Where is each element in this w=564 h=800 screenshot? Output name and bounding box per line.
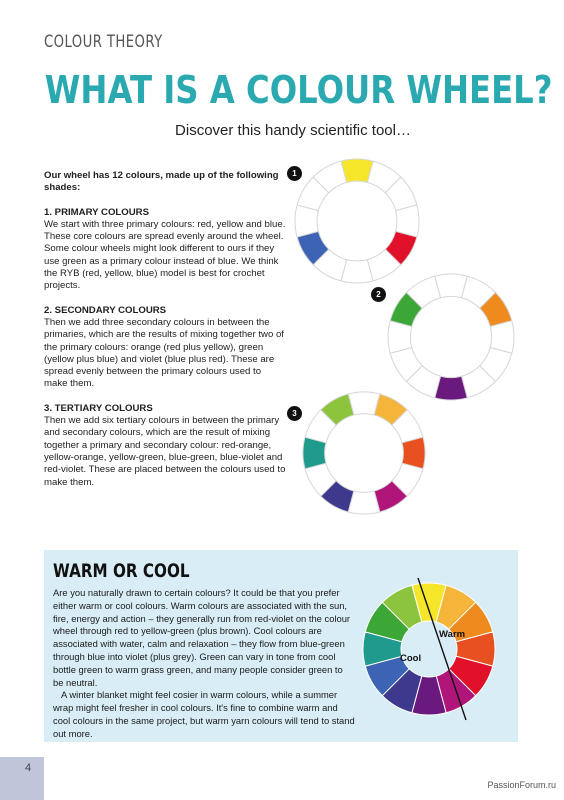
step-badge-3: 3 — [287, 406, 302, 421]
intro-text: Our wheel has 12 colours, made up of the following shades: — [44, 170, 279, 194]
colour-wheel-secondary — [385, 271, 517, 403]
colour-wheel-tertiary — [300, 389, 428, 517]
panel-paragraph-1: Are you naturally drawn to certain colours? It could be that you prefer either warm or cool colours. Warm colours are associated with the sun, fire, energy and action – they generally run from red-violet on the colour wheel through red to yellow-green (plus brown). Cool colours are associated with water, calm and relaxation – they flow from blue-green through blue into violet (plus grey). Green can vary in tone from cool bottle green to warm grass green, and many people consider green to be neutral. — [53, 587, 351, 688]
section-text-tertiary: Then we add six tertiary colours in between the primary and secondary colours, which are the result of mixing together a primary and secondary colour: red-orange, yellow-orange, yellow-green, blue-green, blue-violet and red-violet. These are placed between the colours used to make them. — [44, 415, 286, 488]
step-badge-1: 1 — [287, 166, 302, 181]
article-body — [44, 170, 286, 501]
warm-or-cool-panel — [44, 550, 518, 742]
page-tab — [0, 757, 44, 800]
page-number: 4 — [25, 762, 32, 774]
cool-label: Cool — [400, 653, 422, 664]
colour-wheel-warm-cool — [362, 574, 496, 724]
panel-text — [53, 587, 355, 741]
panel-title: WARM OR COOL — [53, 560, 190, 582]
page-subtitle: Discover this handy scientific tool… — [175, 122, 411, 139]
section-label: COLOUR THEORY — [44, 32, 163, 52]
section-heading-primary: 1. PRIMARY COLOURS — [44, 206, 150, 218]
step-badge-2: 2 — [371, 287, 386, 302]
section-text-secondary: Then we add three secondary colours in between the primaries, which are the results of mixing together two of the primary colours: orange (red plus yellow), green (yellow plus blue) and violet (blue plus red). These are spread evenly between the primary colours used to make them. — [44, 316, 284, 390]
watermark: PassionForum.ru — [487, 780, 556, 790]
panel-paragraph-2: A winter blanket might feel cosier in warm colours, while a summer wrap might feel fresher in cool colours. It's fine to combine warm and cool colours in the same project, but warm yarn colours will tend to stand out more. — [53, 689, 355, 739]
page-title: WHAT IS A COLOUR WHEEL? — [44, 68, 553, 112]
colour-wheel-primary — [292, 156, 422, 286]
section-text-primary: We start with three primary colours: red, yellow and blue. These core colours are spread evenly around the wheel. Some colour wheels might look different to ours if they use green as a primary colour instead of blue. We think the RYB (red, yellow, blue) model is best for crochet projects. — [44, 218, 286, 292]
section-heading-secondary: 2. SECONDARY COLOURS — [44, 304, 167, 316]
section-heading-tertiary: 3. TERTIARY COLOURS — [44, 402, 153, 414]
warm-label: Warm — [439, 629, 466, 640]
